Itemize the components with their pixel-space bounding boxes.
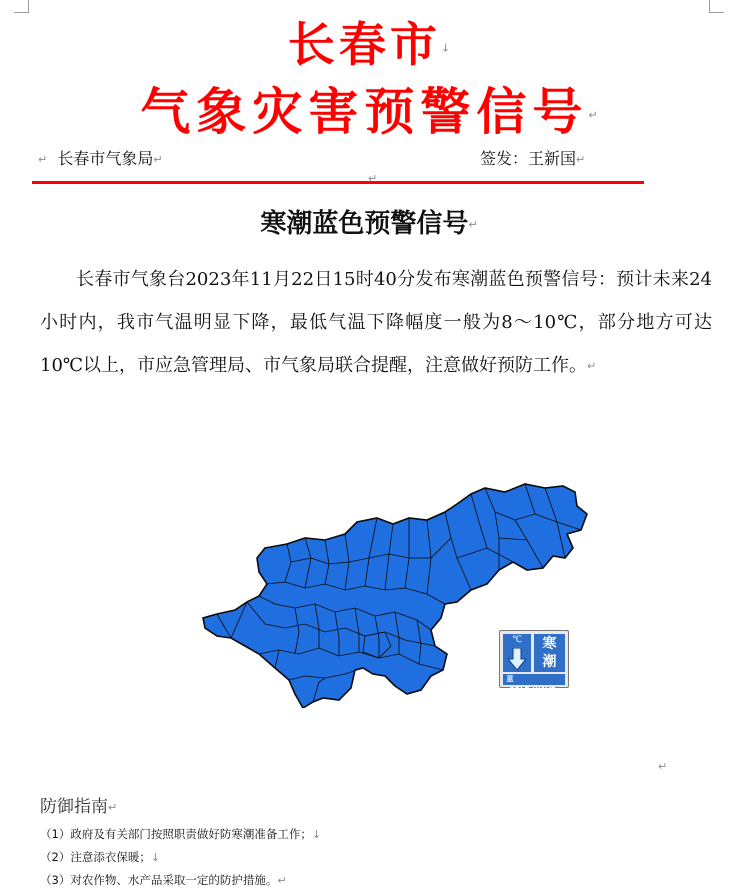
page-corner-mark	[709, 0, 724, 13]
issuer-line	[38, 146, 658, 172]
badge-thermometer-panel	[503, 634, 531, 672]
down-arrow-icon	[508, 648, 526, 670]
line-break-mark: ↓	[440, 41, 451, 55]
paragraph-mark: ↵	[588, 108, 598, 122]
red-divider	[32, 181, 644, 184]
badge-footer	[503, 674, 565, 694]
page-corner-mark	[14, 0, 29, 13]
badge-label-panel: 寒 潮	[534, 634, 565, 672]
badge-level: 蓝	[506, 675, 514, 683]
list-item: （2）注意添衣保暖；↓	[40, 850, 161, 864]
title-city: 长春市↓	[287, 18, 451, 73]
cold-wave-blue-badge	[499, 630, 569, 694]
list-item: （3）对农作物、水产品采取一定的防护措施。↵	[40, 873, 287, 887]
paragraph-mark: ↵	[368, 172, 378, 185]
warning-body: 长春市气象台2023年11月22日15时40分发布寒潮蓝色预警信号：预计未来24小时内，我市气温明显下降，最低气温下降幅度一般为8～10℃，部分地方可达10℃以上，市应急管理局、市气象局联合提醒，注意做好预防工作。↵	[40, 269, 712, 376]
title-signal: 气象灾害预警信号↵	[140, 83, 598, 141]
list-item: （1）政府及有关部门按照职责做好防寒潮准备工作；↓	[40, 827, 322, 841]
issuer: ↵ 长春市气象局↵	[38, 149, 163, 168]
defense-guide-title: 防御指南↵	[40, 797, 118, 817]
badge-english: COLD WAVE	[509, 686, 556, 694]
badge-unit: ℃	[511, 635, 523, 645]
warning-title: 寒潮蓝色预警信号↵	[260, 209, 478, 239]
document-title	[0, 18, 738, 142]
paragraph-mark: ↵	[658, 760, 668, 773]
signer: 签发：王新国↵	[480, 149, 586, 168]
defense-guide-list	[40, 826, 321, 895]
